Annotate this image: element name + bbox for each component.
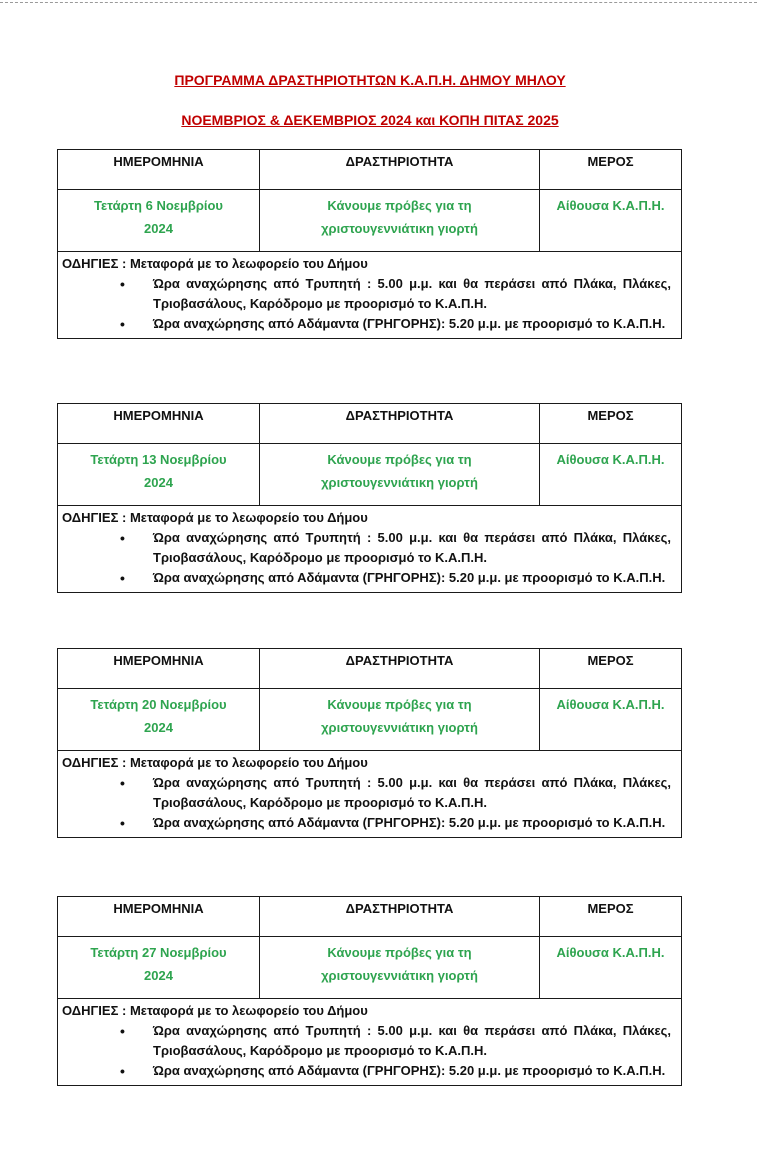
instructions-block xyxy=(58,506,681,592)
entry-date xyxy=(58,689,260,750)
instruction-item: • Ώρα αναχώρησης από Αδάμαντα (ΓΡΗΓΟΡΗΣ): 5.20 μ.μ. με προορισμό το Κ.Α.Π.Η. xyxy=(120,570,666,586)
table-row xyxy=(58,689,681,751)
instruction-item: • Ώρα αναχώρησης από Τρυπητή : 5.00 μ.μ. και θα περάσει από Πλάκα, Πλάκες, Τριοβασάλους, Καρόδρομο με προορισμό το Κ.Α.Π.Η. xyxy=(120,530,671,565)
header-place: ΜΕΡΟΣ xyxy=(587,653,634,668)
bullet-icon: • xyxy=(120,815,125,831)
instruction-item: • Ώρα αναχώρησης από Τρυπητή : 5.00 μ.μ. και θα περάσει από Πλάκα, Πλάκες, Τριοβασάλους, Καρόδρομο με προορισμό το Κ.Α.Π.Η. xyxy=(120,1023,671,1058)
entry-date xyxy=(58,444,260,505)
instructions-list xyxy=(62,274,677,334)
entry-date xyxy=(58,937,260,998)
entry-activity-line1: Κάνουμε πρόβες για τη xyxy=(327,697,472,712)
entry-activity-line2: χριστουγεννιάτικη γιορτή xyxy=(321,475,478,490)
instructions-label: ΟΔΗΓΙΕΣ : Μεταφορά με το λεωφορείο του Δήμου xyxy=(62,1003,368,1018)
instruction-item: • Ώρα αναχώρησης από Τρυπητή : 5.00 μ.μ. και θα περάσει από Πλάκα, Πλάκες, Τριοβασάλους, Καρόδρομο με προορισμό το Κ.Α.Π.Η. xyxy=(120,775,671,810)
page-top-border xyxy=(0,2,757,3)
entry-activity xyxy=(260,190,540,251)
entry-activity xyxy=(260,689,540,750)
header-place: ΜΕΡΟΣ xyxy=(587,901,634,916)
table-row xyxy=(58,444,681,506)
table-row xyxy=(58,937,681,999)
header-activity: ΔΡΑΣΤΗΡΙΟΤΗΤΑ xyxy=(260,649,540,688)
bullet-icon: • xyxy=(120,276,125,292)
bullet-icon: • xyxy=(120,1023,125,1039)
entry-activity xyxy=(260,444,540,505)
schedule-table-4 xyxy=(57,896,682,1086)
entry-date-day: Τετάρτη 27 Νοεμβρίου xyxy=(90,945,227,960)
table-header-row xyxy=(58,150,681,190)
entry-date-year: 2024 xyxy=(144,475,173,490)
bullet-icon: • xyxy=(120,570,125,586)
document-title: ΠΡΟΓΡΑΜΜΑ ΔΡΑΣΤΗΡΙΟΤΗΤΩΝ Κ.Α.Π.Η. ΔΗΜΟΥ ΜΗΛΟΥ xyxy=(174,72,566,88)
instruction-item: • Ώρα αναχώρησης από Αδάμαντα (ΓΡΗΓΟΡΗΣ): 5.20 μ.μ. με προορισμό το Κ.Α.Π.Η. xyxy=(120,316,666,332)
entry-place: Αίθουσα Κ.Α.Π.Η. xyxy=(556,198,665,213)
table-header-row xyxy=(58,649,681,689)
bullet-icon: • xyxy=(120,530,125,546)
instructions-block xyxy=(58,252,681,338)
document-subtitle: ΝΟΕΜΒΡΙΟΣ & ΔΕΚΕΜΒΡΙΟΣ 2024 και ΚΟΠΗ ΠΙΤΑΣ 2025 xyxy=(181,112,559,128)
table-header-row xyxy=(58,897,681,937)
entry-date-year: 2024 xyxy=(144,221,173,236)
bullet-icon: • xyxy=(120,1063,125,1079)
entry-date-day: Τετάρτη 6 Νοεμβρίου xyxy=(93,198,223,213)
schedule-table-1 xyxy=(57,149,682,339)
instruction-item: • Ώρα αναχώρησης από Αδάμαντα (ΓΡΗΓΟΡΗΣ): 5.20 μ.μ. με προορισμό το Κ.Α.Π.Η. xyxy=(120,1063,666,1079)
entry-date-year: 2024 xyxy=(144,720,173,735)
entry-date xyxy=(58,190,260,251)
entry-activity-line1: Κάνουμε πρόβες για τη xyxy=(327,198,472,213)
entry-activity-line1: Κάνουμε πρόβες για τη xyxy=(327,452,472,467)
instructions-list xyxy=(62,1021,677,1081)
instructions-block xyxy=(58,999,681,1085)
entry-activity-line2: χριστουγεννιάτικη γιορτή xyxy=(321,720,478,735)
instructions-list xyxy=(62,528,677,588)
entry-activity-line2: χριστουγεννιάτικη γιορτή xyxy=(321,968,478,983)
table-row xyxy=(58,190,681,252)
instructions-label: ΟΔΗΓΙΕΣ : Μεταφορά με το λεωφορείο του Δήμου xyxy=(62,510,368,525)
instructions-label: ΟΔΗΓΙΕΣ : Μεταφορά με το λεωφορείο του Δήμου xyxy=(62,755,368,770)
instruction-item: • Ώρα αναχώρησης από Αδάμαντα (ΓΡΗΓΟΡΗΣ): 5.20 μ.μ. με προορισμό το Κ.Α.Π.Η. xyxy=(120,815,666,831)
bullet-icon: • xyxy=(120,316,125,332)
instructions-block xyxy=(58,751,681,837)
entry-date-day: Τετάρτη 20 Νοεμβρίου xyxy=(90,697,227,712)
schedule-table-3 xyxy=(57,648,682,838)
header-date: ΗΜΕΡΟΜΗΝΙΑ xyxy=(58,649,260,688)
entry-activity-line1: Κάνουμε πρόβες για τη xyxy=(327,945,472,960)
bullet-icon: • xyxy=(120,775,125,791)
schedule-table-2 xyxy=(57,403,682,593)
entry-place: Αίθουσα Κ.Α.Π.Η. xyxy=(556,697,665,712)
instructions-label: ΟΔΗΓΙΕΣ : Μεταφορά με το λεωφορείο του Δήμου xyxy=(62,256,368,271)
header-place: ΜΕΡΟΣ xyxy=(587,408,634,423)
entry-date-year: 2024 xyxy=(144,968,173,983)
table-header-row xyxy=(58,404,681,444)
header-place: ΜΕΡΟΣ xyxy=(587,154,634,169)
header-date: ΗΜΕΡΟΜΗΝΙΑ xyxy=(58,150,260,189)
entry-place: Αίθουσα Κ.Α.Π.Η. xyxy=(556,945,665,960)
entry-activity-line2: χριστουγεννιάτικη γιορτή xyxy=(321,221,478,236)
header-activity: ΔΡΑΣΤΗΡΙΟΤΗΤΑ xyxy=(260,404,540,443)
instruction-item: • Ώρα αναχώρησης από Τρυπητή : 5.00 μ.μ. και θα περάσει από Πλάκα, Πλάκες, Τριοβασάλους, Καρόδρομο με προορισμό το Κ.Α.Π.Η. xyxy=(120,276,671,311)
header-activity: ΔΡΑΣΤΗΡΙΟΤΗΤΑ xyxy=(260,150,540,189)
entry-date-day: Τετάρτη 13 Νοεμβρίου xyxy=(90,452,227,467)
entry-activity xyxy=(260,937,540,998)
header-date: ΗΜΕΡΟΜΗΝΙΑ xyxy=(58,897,260,936)
header-date: ΗΜΕΡΟΜΗΝΙΑ xyxy=(58,404,260,443)
entry-place: Αίθουσα Κ.Α.Π.Η. xyxy=(556,452,665,467)
instructions-list xyxy=(62,773,677,833)
header-activity: ΔΡΑΣΤΗΡΙΟΤΗΤΑ xyxy=(260,897,540,936)
